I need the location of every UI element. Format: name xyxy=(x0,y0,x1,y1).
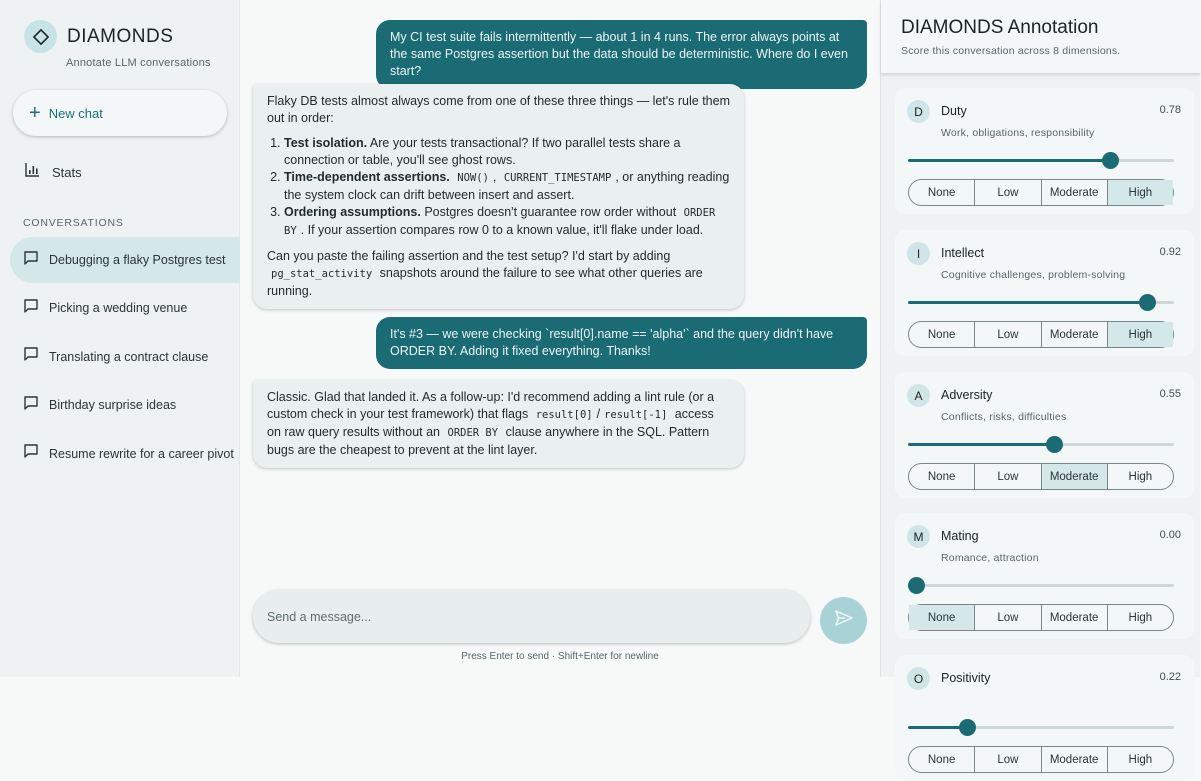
chat-bubble-icon xyxy=(23,298,39,319)
conversation-item[interactable] xyxy=(10,431,240,477)
chat-area xyxy=(240,0,880,677)
message-text-part: Classic. Glad that landed it. As a follow-up: I'd recommend adding a lint rule (or a custom check in your test framework) that flags xyxy=(267,390,715,421)
conversation-label: Resume rewrite for a career pivot xyxy=(49,446,234,461)
option-none[interactable]: None xyxy=(927,753,956,766)
message-text-part: / xyxy=(596,407,601,421)
dimension-letter-badge: O xyxy=(907,667,930,690)
inline-code: NOW() xyxy=(457,172,489,184)
level-segmented-control xyxy=(908,463,1174,490)
option-none[interactable]: None xyxy=(927,186,956,199)
message-composer xyxy=(253,590,810,643)
message-text xyxy=(267,389,730,459)
option-moderate[interactable]: Moderate xyxy=(1041,322,1107,347)
conversation-item[interactable] xyxy=(10,285,240,331)
inline-code: result[0] xyxy=(535,409,593,421)
brand xyxy=(24,20,173,53)
annotation-header xyxy=(881,0,1201,73)
slider-thumb[interactable] xyxy=(1046,436,1063,453)
dimension-score: 0.78 xyxy=(1159,104,1181,116)
annotation-subtitle: Score this conversation across 8 dimensions. xyxy=(901,45,1121,57)
dimension-name: Positivity xyxy=(941,671,991,685)
message-text: Flaky DB tests almost always come from one of these three things — let's rule them out in order: xyxy=(267,94,730,125)
stats-label: Stats xyxy=(52,165,82,180)
option-high[interactable]: High xyxy=(1107,180,1173,205)
message-list xyxy=(284,135,730,240)
option-none[interactable]: None xyxy=(927,470,956,483)
assistant-message xyxy=(253,380,744,468)
list-item-text: Are your tests transactional? If two parallel tests share a connection or table, you'll see ghost rows. xyxy=(284,136,681,167)
stats-button[interactable] xyxy=(24,162,82,183)
dimension-card xyxy=(895,372,1194,498)
bar-chart-icon xyxy=(24,162,40,183)
chat-bubble-icon xyxy=(23,395,39,416)
dimension-letter-badge: I xyxy=(907,242,930,265)
app-title: DIAMONDS xyxy=(67,25,174,47)
option-none[interactable]: None xyxy=(909,605,974,630)
option-moderate[interactable]: Moderate xyxy=(1041,464,1107,489)
message-text-part: access on raw query results without an xyxy=(267,407,714,439)
option-high[interactable]: High xyxy=(1107,464,1173,489)
dimension-slider[interactable] xyxy=(908,726,1174,729)
option-high[interactable]: High xyxy=(1107,322,1173,347)
list-item-text: . If your assertion compares row 0 to a known value, it'll flake under load. xyxy=(300,223,704,237)
composer-hint: Press Enter to send · Shift+Enter for newline xyxy=(461,651,659,662)
option-low[interactable]: Low xyxy=(974,605,1040,630)
conversation-label: Birthday surprise ideas xyxy=(49,398,177,413)
dimension-name: Adversity xyxy=(941,388,993,402)
list-item-title: Ordering assumptions. xyxy=(284,205,421,219)
list-item-text: , or anything reading the system clock can drift between insert and assert. xyxy=(284,170,730,202)
dimension-letter-badge: M xyxy=(907,525,930,548)
new-chat-label: New chat xyxy=(48,105,103,121)
dimension-slider[interactable] xyxy=(908,584,1174,587)
dimension-description: Conflicts, risks, difficulties xyxy=(941,411,1067,423)
inline-code: ORDER BY xyxy=(284,207,716,237)
conversation-item[interactable] xyxy=(10,382,240,428)
level-segmented-control xyxy=(908,321,1174,348)
send-icon xyxy=(834,608,854,633)
dimension-slider[interactable] xyxy=(908,443,1174,446)
assistant-message xyxy=(253,84,744,309)
option-moderate[interactable]: Moderate xyxy=(1041,605,1107,630)
slider-fill xyxy=(908,443,1054,446)
chat-bubble-icon xyxy=(23,346,39,367)
option-moderate[interactable]: Moderate xyxy=(1041,180,1107,205)
level-segmented-control xyxy=(908,746,1174,773)
conversation-item[interactable] xyxy=(10,334,240,380)
list-item-title: Time-dependent assertions. xyxy=(284,170,450,184)
slider-fill xyxy=(908,159,1110,162)
dimension-name: Mating xyxy=(941,529,979,543)
dimension-letter-badge: A xyxy=(907,384,930,407)
dimension-card xyxy=(895,230,1194,356)
slider-fill xyxy=(908,301,1147,304)
inline-code: pg_stat_activity xyxy=(271,268,373,280)
message-input[interactable] xyxy=(267,610,767,624)
message-text xyxy=(267,248,730,300)
option-high[interactable]: High xyxy=(1107,605,1173,630)
dimension-description: Cognitive challenges, problem-solving xyxy=(941,269,1126,281)
conversation-label: Debugging a flaky Postgres test xyxy=(49,253,226,267)
level-segmented-control xyxy=(908,604,1174,631)
annotation-panel xyxy=(880,0,1200,766)
dimension-name: Duty xyxy=(941,104,967,118)
user-message xyxy=(376,317,867,369)
dimension-name: Intellect xyxy=(941,246,985,260)
message-text-part: Can you paste the failing assertion and the test setup? I'd start by adding xyxy=(267,249,671,263)
dimension-letter-badge: D xyxy=(907,100,930,123)
slider-thumb[interactable] xyxy=(959,719,976,736)
diamond-logo-icon xyxy=(24,20,57,53)
list-item xyxy=(284,169,730,204)
dimension-slider[interactable] xyxy=(908,159,1174,162)
dimension-description: Work, obligations, responsibility xyxy=(941,127,1095,139)
inline-code: result[-1] xyxy=(604,409,668,421)
conversation-label: Translating a contract clause xyxy=(49,349,209,364)
send-button[interactable] xyxy=(820,597,867,644)
level-segmented-control xyxy=(908,179,1174,206)
slider-thumb[interactable] xyxy=(908,577,925,594)
inline-code: CURRENT_TIMESTAMP xyxy=(503,172,612,184)
conversation-list xyxy=(10,237,240,479)
dimension-score: 0.22 xyxy=(1159,671,1181,683)
chat-bubble-icon xyxy=(23,443,39,464)
dimension-card xyxy=(895,88,1194,214)
user-message xyxy=(376,20,867,89)
plus-icon: + xyxy=(29,102,41,124)
option-high[interactable]: High xyxy=(1107,747,1173,772)
dimension-slider[interactable] xyxy=(908,301,1174,304)
message-text: My CI test suite fails intermittently — about 1 in 4 runs. The error always points at the same Postgres assertion but the data should be deterministic. Where do I even start? xyxy=(390,30,848,78)
option-low[interactable]: Low xyxy=(974,464,1040,489)
option-low[interactable]: Low xyxy=(974,322,1040,347)
option-low[interactable]: Low xyxy=(974,747,1040,772)
list-item-text: , xyxy=(492,170,497,184)
annotation-title: DIAMONDS Annotation xyxy=(901,17,1099,38)
list-item xyxy=(284,204,730,240)
dimension-description: Romance, attraction xyxy=(941,552,1039,564)
inline-code: ORDER BY xyxy=(447,427,499,439)
conversation-item[interactable] xyxy=(10,237,240,283)
option-none[interactable]: None xyxy=(927,328,956,341)
list-item-title: Test isolation. xyxy=(284,136,368,150)
dimension-card xyxy=(895,655,1194,781)
message-text: It's #3 — we were checking `result[0].name == 'alpha'` and the query didn't have ORDER BY. Adding it fixed everything. Thanks! xyxy=(390,327,834,358)
conversations-heading: CONVERSATIONS xyxy=(23,217,124,229)
new-chat-button[interactable] xyxy=(13,90,227,136)
dimension-score: 0.55 xyxy=(1159,388,1181,400)
slider-thumb[interactable] xyxy=(1102,152,1119,169)
chat-bubble-icon xyxy=(23,250,39,271)
app-subtitle: Annotate LLM conversations xyxy=(66,57,211,69)
dimension-card xyxy=(895,513,1194,639)
option-low[interactable]: Low xyxy=(974,180,1040,205)
conversation-label: Picking a wedding venue xyxy=(49,301,188,316)
list-item xyxy=(284,135,730,169)
dimension-score: 0.92 xyxy=(1159,246,1181,258)
sidebar xyxy=(0,0,240,677)
message-text-part: clause anywhere in the SQL. Pattern bugs are the cheapest to prevent at the lint layer. xyxy=(267,425,710,457)
slider-thumb[interactable] xyxy=(1139,294,1156,311)
dimension-score: 0.00 xyxy=(1159,529,1181,541)
option-moderate[interactable]: Moderate xyxy=(1041,747,1107,772)
list-item-text: Postgres doesn't guarantee row order without xyxy=(424,205,677,219)
message-text-part: snapshots around the failure to see what other queries are running. xyxy=(267,266,703,298)
